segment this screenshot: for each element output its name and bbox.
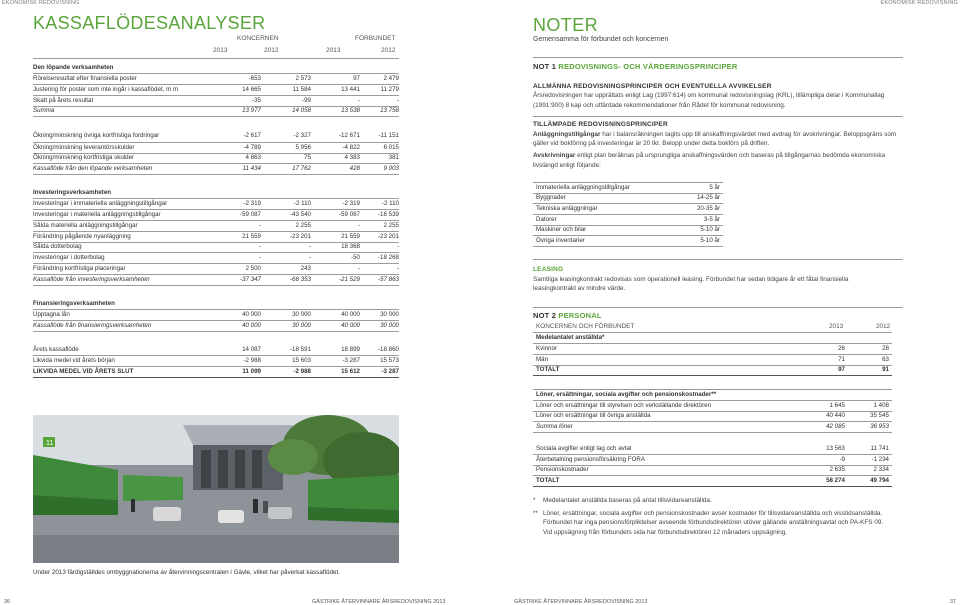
notes-title: NOTER [533,15,598,35]
row-value [360,63,399,74]
row-value [261,299,311,310]
row-value [798,390,845,401]
table-row [33,106,399,117]
group-forbundet: FÖRBUNDET [355,35,396,42]
table-row [33,164,399,175]
leasing-text: Samtliga leasingkontrakt redovisas som operationell leasing. Förbundet har sedan tidigare år ett fåtal finansiella leasingkontrakt av mindre värde. [533,275,849,292]
table-row [33,299,399,310]
row-value: 30 000 [360,320,399,331]
row-value: 71 [798,354,845,365]
page-title: KASSAFLÖDESANALYSER [33,13,266,33]
year-col-1: 2013 [213,47,228,54]
anl-bold: Anläggningstillgångar [533,130,601,138]
table-row [33,95,399,106]
row-value: 40 440 [798,411,845,422]
row-value: 11 584 [261,85,311,96]
row-value: - [203,253,261,264]
row-value: 13 441 [311,85,360,96]
table-row [33,199,399,210]
row-value: 5 956 [261,142,311,153]
row-label: Pensionskostnader [533,465,798,476]
table-row [533,204,723,215]
row-label: Investeringsverksamheten [33,188,203,199]
table-row [533,455,892,466]
row-value: -50 [311,253,360,264]
row-value: 2 255 [360,221,399,232]
row-value: -2 319 [203,199,261,210]
row-value: -23 201 [360,231,399,242]
row-value: 30 000 [261,320,311,331]
note2-year-2: 2012 [876,323,891,331]
row-value: - [311,264,360,275]
row-value [311,188,360,199]
leasing-heading: LEASING [533,265,564,273]
row-label: Byggnader [533,193,663,204]
left-page [33,12,399,378]
table-row [533,365,892,376]
year-col-3: 2013 [326,47,341,54]
row-value: -18 860 [360,345,399,356]
footer-center-right: GÄSTRIKE ÅTERVINNARE ÅRSREDOVISNING 2013 [514,599,648,605]
row-value: 381 [360,153,399,164]
row-value: -12 671 [311,131,360,142]
row-value: -66 353 [261,275,311,286]
row-label: Tekniska anläggningar [533,204,663,215]
footnote-1-mark: * [533,496,536,504]
cashflow-table-working-capital [33,131,399,175]
row-value: - [311,95,360,106]
row-label: Sålda materiella anläggningstillgångar [33,221,203,232]
row-label: Förändring kortfristiga placeringar [33,264,203,275]
recycling-center-photo [33,415,399,563]
row-label: TOTALT [533,476,798,487]
row-value [360,188,399,199]
row-value: 40 000 [203,320,261,331]
year-header-row [33,47,399,59]
depreciation-table [533,183,723,247]
row-label: Kvinnor [533,344,798,355]
row-value: 11 434 [203,164,261,175]
row-value: 35 545 [845,411,892,422]
row-value: -18 268 [360,253,399,264]
note2-header-row [533,322,892,333]
row-label: Löner, ersättningar, sociala avgifter och pensionskostnader** [533,390,798,401]
table-row [533,215,723,226]
row-value: 1 408 [845,401,892,412]
row-label: Summa löner [533,422,798,433]
row-value: 49 794 [845,476,892,487]
row-value: 20-35 år [663,204,723,215]
table-row [33,310,399,321]
row-value: -23 201 [261,231,311,242]
row-value: -3 287 [311,356,360,367]
row-value: -11 151 [360,131,399,142]
table-row [33,231,399,242]
table-row [33,221,399,232]
table-row [33,366,399,377]
row-value: 1 645 [798,401,845,412]
row-value: - [360,95,399,106]
row-value: -2 319 [311,199,360,210]
group-header-row [33,35,399,45]
row-label: Upptagna lån [33,310,203,321]
photo-caption: Under 2013 färdigställdes ombyggnationerna av återvinningscentralen i Gävle, vilket har påverkat kassaflödet. [33,569,340,576]
row-label: Datorer [533,215,663,226]
row-label: Kassaflöde från den löpande verksamheten [33,164,203,175]
row-value: 58 274 [798,476,845,487]
row-value: 14-25 år [663,193,723,204]
footer-center-left: GÄSTRIKE ÅTERVINNARE ÅRSREDOVISNING 2013 [312,599,446,605]
row-value: 97 [311,74,360,85]
note2-prefix: NOT 2 [533,311,557,321]
row-value: 26 [798,344,845,355]
table-row [533,422,892,433]
table-row [33,275,399,286]
row-label: Ökning/minskning kortfristiga skulder [33,153,203,164]
note2-title: PERSONAL [558,311,602,321]
row-value: 36 953 [845,422,892,433]
allm-heading: ALLMÄNNA REDOVISNINGSPRINCIPER OCH EVENTUELLA AVVIKELSER [533,82,772,90]
row-value: 5-10 år [663,225,723,236]
page-number-left: 36 [4,599,11,605]
table-row [33,74,399,85]
staff-table [533,333,892,376]
table-row [533,354,892,365]
table-row [533,333,892,344]
row-value: -35 [203,95,261,106]
row-label: Summa [33,106,203,117]
row-value: -2 617 [203,131,261,142]
note1-prefix: NOT 1 [533,62,557,72]
table-row [33,153,399,164]
row-value: -2 988 [261,366,311,377]
row-value: 30 000 [261,310,311,321]
row-value: -18 591 [261,345,311,356]
row-value: - [360,242,399,253]
row-value: -1 234 [845,455,892,466]
row-value: -2 327 [261,131,311,142]
page-number-right: 37 [949,599,956,605]
row-value: - [311,221,360,232]
row-value: -37 347 [203,275,261,286]
row-value: 14 665 [203,85,261,96]
header-right: EKONOMISK REDOVISNING [880,0,958,6]
right-page [533,12,903,537]
row-value: -21 529 [311,275,360,286]
allm-text: Årsredovisningen har upprättats enligt Lag (1997:614) om kommunal redovisningslag (KRL), tillämpliga delar i Kommunallag (1991:900) 8 kap och utfärdade rekommendationer från Rådet för kommunal redovisning. [533,92,885,109]
row-label: Övriga inventarier [533,236,663,247]
row-value: 11 279 [360,85,399,96]
table-row [33,142,399,153]
row-label: Löner och ersättningar till styrelsen och verkställande direktören [533,401,798,412]
table-row [33,85,399,96]
row-label: Kassaflöde från investeringsverksamheten [33,275,203,286]
footnote-2 [533,509,888,537]
note2-heading [533,311,903,321]
row-label: Immateriella anläggningstillgångar [533,183,663,194]
row-value: -4 822 [311,142,360,153]
row-value: 2 635 [798,465,845,476]
table-row [33,63,399,74]
row-value: -99 [261,95,311,106]
row-value: 13 758 [360,106,399,117]
row-value: -2 110 [360,199,399,210]
avs-paragraph [533,151,903,170]
salaries-table [533,390,892,433]
anl-paragraph [533,130,903,149]
cashflow-table-operating [33,63,399,117]
row-value [845,390,892,401]
row-value: -59 087 [203,210,261,221]
cashflow-table-summary [33,345,399,378]
row-value [360,299,399,310]
row-value: -4 789 [203,142,261,153]
social-table [533,444,892,487]
cashflow-table-investing [33,188,399,286]
row-label: Kassaflöde från finansieringsverksamheten [33,320,203,331]
row-value: 21 559 [203,231,261,242]
group-koncernen: KONCERNEN [237,35,279,42]
row-label: Förändring pågående nyanläggning [33,231,203,242]
row-value: 13 538 [311,106,360,117]
note1-heading [533,62,903,72]
row-label: Återbetalning pensionsförsäkring FORA [533,455,798,466]
row-label: Likvida medel vid årets början [33,356,203,367]
row-value: -2 110 [261,199,311,210]
row-value: - [360,264,399,275]
row-value: - [261,242,311,253]
row-label: Skatt på årets resultat [33,95,203,106]
row-label: Rörelseresultat efter finansiella poster [33,74,203,85]
row-value [261,188,311,199]
footnote-1 [533,496,888,505]
row-value: 15 612 [311,366,360,377]
row-label: TOTALT [533,365,798,376]
table-row [533,444,892,455]
row-value [311,299,360,310]
row-label: LIKVIDA MEDEL VID ÅRETS SLUT [33,366,203,377]
row-value: 13 563 [798,444,845,455]
row-value: 40 000 [311,310,360,321]
row-value: - [261,253,311,264]
table-row [33,264,399,275]
row-label: Investeringar i dotterbolag [33,253,203,264]
table-row [533,411,892,422]
header-left: EKONOMISK REDOVISNING [2,0,80,6]
row-value: 2 334 [845,465,892,476]
table-row [33,253,399,264]
row-value: -57 863 [360,275,399,286]
row-value: 3-5 år [663,215,723,226]
year-col-2: 2012 [264,47,279,54]
footnote-1-text: Medelantalet anställda baseras på antal tillsvidareanställda. [543,496,712,504]
till-heading: TILLÄMPADE REDOVISNINGSPRINCIPER [533,120,668,128]
row-value: 28 [845,344,892,355]
row-value: 2 500 [203,264,261,275]
sign-number: 11 [46,440,54,447]
row-label: Ökning/minskning övriga kortfristiga fordringar [33,131,203,142]
row-value [798,333,845,344]
row-value: 11 741 [845,444,892,455]
table-row [533,401,892,412]
note2-year-1: 2013 [829,323,844,331]
row-label: Maskiner och bilar [533,225,663,236]
cashflow-table-financing [33,299,399,332]
table-row [33,210,399,221]
row-value: 18 368 [311,242,360,253]
row-value: 21 559 [311,231,360,242]
row-value: -16 539 [360,210,399,221]
row-label: Sålda dotterbolag [33,242,203,253]
row-value [203,188,261,199]
table-row [533,390,892,401]
row-value: 15 573 [360,356,399,367]
table-row [33,320,399,331]
table-row [533,183,723,194]
avs-text: enligt plan beräknas på ursprungliga anskaffningsvärden och baseras på tillgångarnas bedömda ekonomiska livslängd enligt följande: [533,152,886,169]
row-value: -59 087 [311,210,360,221]
row-value: 13 977 [203,106,261,117]
row-value: 63 [845,354,892,365]
row-value: -2 988 [203,356,261,367]
table-row [33,242,399,253]
row-label: Justering för poster som inte ingår i kassaflödet, m m [33,85,203,96]
row-value [203,63,261,74]
avs-bold: Avskrivningar [533,152,576,160]
row-value: -43 540 [261,210,311,221]
row-label: Årets kassaflöde [33,345,203,356]
row-value: - [203,221,261,232]
row-value: - [203,242,261,253]
row-label: Män [533,354,798,365]
row-value: 91 [845,365,892,376]
photo-illustration [33,415,399,563]
row-label: Den löpande verksamheten [33,63,203,74]
table-row [533,236,723,247]
table-row [533,225,723,236]
row-value: 97 [798,365,845,376]
anl-text: har i balansräkningen tagits upp till anskaffningsvärdet med avdrag för avskrivningar. Beloppsgräns som gäller vid bokföring på investeringar är 20 tkr. Belopp under detta bokförs på driften. [533,130,897,147]
row-value: 17 762 [261,164,311,175]
row-value: 5-10 år [663,236,723,247]
table-row [33,345,399,356]
row-value: 40 000 [311,320,360,331]
row-value: 6 015 [360,142,399,153]
footnote-2-mark: ** [533,510,538,518]
row-label: Finansieringsverksamheten [33,299,203,310]
row-value: -3 287 [360,366,399,377]
row-value [845,333,892,344]
row-label: Ökning/minskning leverantörsskulder [33,142,203,153]
row-value: 428 [311,164,360,175]
table-row [533,193,723,204]
row-value: 15 603 [261,356,311,367]
row-value: -9 [798,455,845,466]
row-value: 18 899 [311,345,360,356]
notes-subtitle: Gemensamma för förbundet och koncernen [533,36,669,43]
row-value: 2 573 [261,74,311,85]
row-value [311,63,360,74]
row-value: 30 000 [360,310,399,321]
row-value [203,299,261,310]
table-row [33,131,399,142]
row-value: 11 099 [203,366,261,377]
year-col-4: 2012 [381,47,396,54]
table-row [33,356,399,367]
table-row [533,344,892,355]
row-value: -653 [203,74,261,85]
table-row [33,188,399,199]
row-label: Investeringar i immateriella anläggningstillgångar [33,199,203,210]
row-value: 14 087 [203,345,261,356]
row-value: 243 [261,264,311,275]
row-value [261,63,311,74]
row-label: Sociala avgifter enligt lag och avtal [533,444,798,455]
row-value: 4 383 [311,153,360,164]
row-value: 40 000 [203,310,261,321]
row-value: 5 år [663,183,723,194]
row-value: 9 003 [360,164,399,175]
row-value: 2 479 [360,74,399,85]
row-label: Löner och ersättningar till övriga anställda [533,411,798,422]
row-value: 2 255 [261,221,311,232]
row-label: Investeringar i materiella anläggningstillgångar [33,210,203,221]
row-value: 4 863 [203,153,261,164]
row-value: 75 [261,153,311,164]
row-value: 14 058 [261,106,311,117]
footnote-2-text: Löner, ersättningar, sociala avgifter och pensionskostnader avser kostnader för tillsvidareanställda och visstidsanställda. Förbundet har inga pensionsförpliktelser avseende förbundsdirektören utöver gällande anställningsavtal och PA-KFS 09. Vid uppsägning från förbundets sida har förbundsdirektören 12 månaders uppsägning. [543,510,884,536]
note2-head-label: KONCERNEN OCH FÖRBUNDET [536,323,635,331]
note1-title: REDOVISNINGS- OCH VÄRDERINGSPRINCIPER [558,62,738,72]
row-value: 42 085 [798,422,845,433]
table-row [533,465,892,476]
row-label: Medelantalet anställda* [533,333,798,344]
table-row [533,476,892,487]
